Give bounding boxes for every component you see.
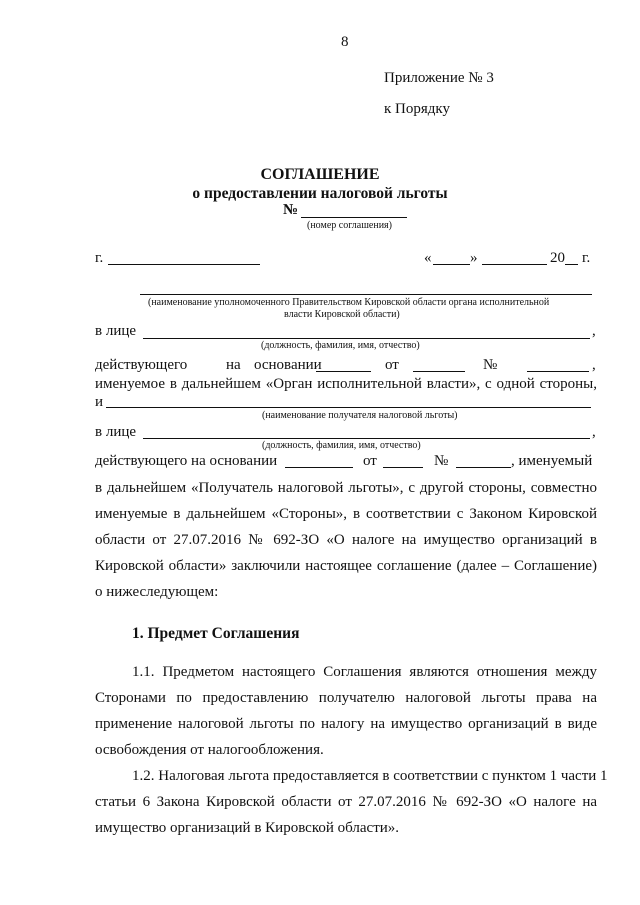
city-field[interactable] — [108, 264, 260, 265]
section-1-heading: 1. Предмет Соглашения — [132, 625, 300, 642]
recipient-name-field[interactable] — [106, 407, 591, 408]
paragraph-line: 1.2. Налоговая льгота предоставляется в соответствии с пунктом 1 части 1 — [132, 768, 608, 784]
intro-line: Кировской области» заключили настоящее соглашение (далее – Соглашение) — [95, 558, 597, 574]
date-open-quote: « — [424, 250, 432, 266]
recipient-name-caption: (наименование получателя налоговой льготы) — [262, 410, 458, 421]
party2-number-sign: № — [434, 453, 449, 469]
party1-basis-date-field[interactable] — [413, 371, 465, 372]
page-number: 8 — [341, 34, 349, 50]
appendix-subtitle: к Порядку — [384, 101, 450, 117]
intro-line: именуемые в дальнейшем «Стороны», в соответствии с Законом Кировской — [95, 506, 597, 522]
paragraph-line: Сторонами по предоставлению получателю налоговой льготы права на — [95, 690, 597, 706]
paragraph-line: имущество организаций в Кировской области». — [95, 820, 400, 836]
authority-name-caption-1: (наименование уполномоченного Правительством Кировской области органа исполнительной — [148, 297, 550, 308]
party2-basis-field[interactable] — [285, 467, 353, 468]
party2-basis-number-field[interactable] — [456, 467, 511, 468]
authority-name-caption-2: власти Кировской области) — [284, 309, 400, 320]
party2-named-label: , именуемый — [511, 453, 593, 469]
party2-acting-label: действующего на основании — [95, 453, 278, 469]
day-field[interactable] — [433, 264, 470, 265]
paragraph-line: освобождения от налогообложения. — [95, 742, 324, 758]
party2-and: и — [95, 394, 104, 410]
authority-name-field[interactable] — [140, 294, 592, 295]
document-title: СОГЛАШЕНИЕ — [260, 166, 380, 183]
party2-position-caption: (должность, фамилия, имя, отчество) — [262, 440, 421, 451]
month-field[interactable] — [482, 264, 547, 265]
party2-basis-date-field[interactable] — [383, 467, 423, 468]
date-close-quote: » — [470, 250, 478, 266]
party1-acting-word-3: основании — [254, 357, 322, 373]
party1-position-caption: (должность, фамилия, имя, отчество) — [261, 340, 420, 351]
party2-in-person-label: в лице — [95, 424, 137, 440]
party1-in-person-comma: , — [592, 323, 596, 339]
party1-number-sign: № — [483, 357, 498, 373]
party2-in-person-comma: , — [592, 424, 596, 440]
paragraph-line: 1.1. Предметом настоящего Соглашения являются отношения между — [132, 664, 597, 680]
party2-from-label: от — [363, 453, 377, 469]
intro-line: о нижеследующем: — [95, 584, 219, 600]
party1-named-line: именуемое в дальнейшем «Орган исполнительной власти», с одной стороны, — [95, 376, 597, 392]
intro-line: в дальнейшем «Получатель налоговой льготы», с другой стороны, совместно — [95, 480, 597, 496]
party1-acting-word-1: действующего — [95, 357, 188, 373]
year-suffix: г. — [582, 250, 591, 266]
document-subtitle: о предоставлении налоговой льготы — [192, 185, 448, 202]
paragraph-line: применение налоговой льготы по налогу на имущество организаций в виде — [95, 716, 597, 732]
party1-basis-number-field[interactable] — [527, 371, 589, 372]
year-field[interactable] — [565, 264, 578, 265]
number-sign: № — [283, 202, 299, 218]
party1-from-label: от — [385, 357, 399, 373]
party1-basis-field[interactable] — [316, 371, 371, 372]
agreement-number-field[interactable] — [301, 217, 407, 218]
agreement-number-caption: (номер соглашения) — [307, 220, 392, 231]
city-prefix: г. — [95, 250, 104, 266]
paragraph-line: статьи 6 Закона Кировской области от 27.07.2016 № 692-ЗО «О налоге на — [95, 794, 597, 810]
party1-in-person-label: в лице — [95, 323, 137, 339]
party1-acting-word-2: на — [226, 357, 241, 373]
party1-representative-field[interactable] — [143, 338, 590, 339]
party2-representative-field[interactable] — [143, 438, 590, 439]
party1-acting-comma: , — [592, 357, 596, 373]
appendix-title: Приложение № 3 — [384, 70, 494, 86]
year-prefix: 20 — [550, 250, 565, 266]
intro-line: области от 27.07.2016 № 692-ЗО «О налоге на имущество организаций в — [95, 532, 597, 548]
